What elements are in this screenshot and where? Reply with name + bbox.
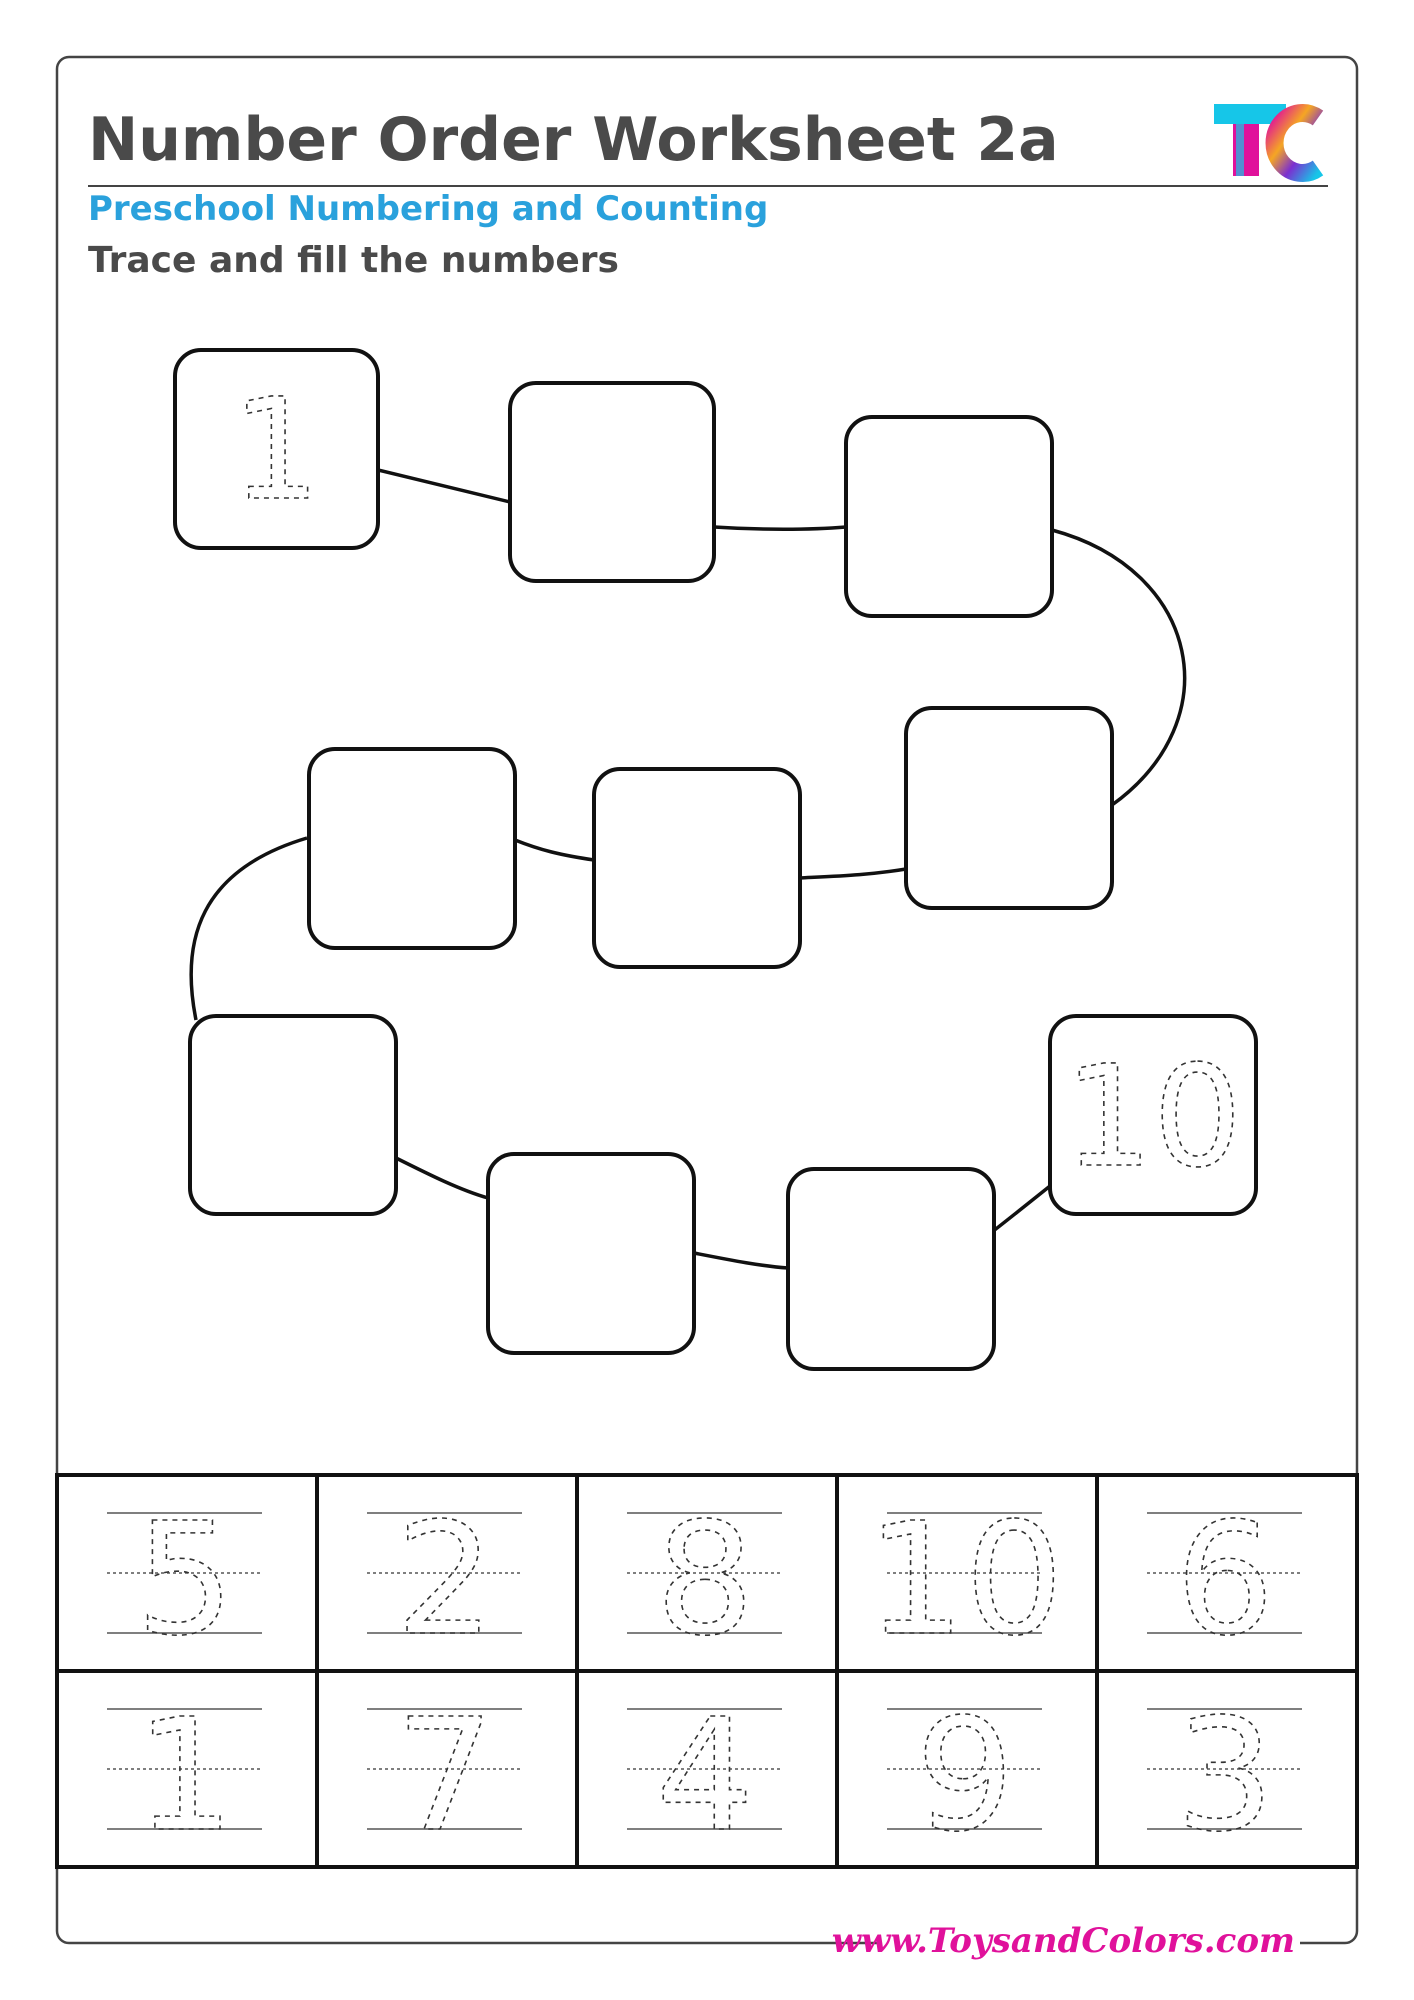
tracing-number: 3 — [1175, 1685, 1275, 1866]
path-box[interactable] — [788, 1169, 994, 1369]
worksheet-subtitle: Preschool Numbering and Counting — [88, 189, 769, 229]
tracing-cell[interactable] — [1147, 1685, 1302, 1866]
path-box[interactable] — [1050, 1016, 1256, 1214]
tracing-number: 4 — [655, 1685, 755, 1866]
tracing-number: 7 — [395, 1685, 495, 1866]
tracing-number: 1 — [135, 1685, 235, 1866]
path-box[interactable] — [846, 417, 1052, 616]
tracing-number: 9 — [915, 1685, 1015, 1866]
worksheet-title: Number Order Worksheet 2a — [88, 105, 1059, 175]
path-box[interactable] — [594, 769, 800, 967]
path-box-trace-number: 1 — [231, 369, 321, 532]
path-box[interactable] — [488, 1154, 694, 1353]
tracing-number: 6 — [1175, 1489, 1275, 1670]
path-box[interactable] — [906, 708, 1112, 908]
path-box[interactable] — [190, 1016, 396, 1214]
path-box-trace-number: 10 — [1063, 1036, 1243, 1199]
tracing-cell[interactable] — [367, 1685, 522, 1866]
tracing-cell[interactable] — [627, 1685, 782, 1866]
worksheet-instruction: Trace and fill the numbers — [88, 240, 619, 281]
tracing-cell[interactable] — [367, 1489, 522, 1670]
path-box[interactable] — [309, 749, 515, 948]
toysandcolors-logo-icon — [1214, 104, 1318, 176]
path-box[interactable] — [510, 383, 714, 581]
tracing-number: 5 — [135, 1489, 235, 1670]
tracing-cell[interactable] — [887, 1685, 1042, 1866]
tracing-number: 10 — [866, 1489, 1064, 1670]
path-box[interactable] — [175, 350, 378, 548]
tracing-cell[interactable] — [866, 1489, 1063, 1670]
tracing-number: 8 — [655, 1489, 755, 1670]
footer-website: www.ToysandColors.com — [831, 1921, 1295, 1961]
tracing-cell[interactable] — [107, 1685, 262, 1866]
tracing-cell[interactable] — [1147, 1489, 1302, 1670]
tracing-number: 2 — [395, 1489, 495, 1670]
tracing-cell[interactable] — [107, 1489, 262, 1670]
tracing-cell[interactable] — [627, 1489, 782, 1670]
